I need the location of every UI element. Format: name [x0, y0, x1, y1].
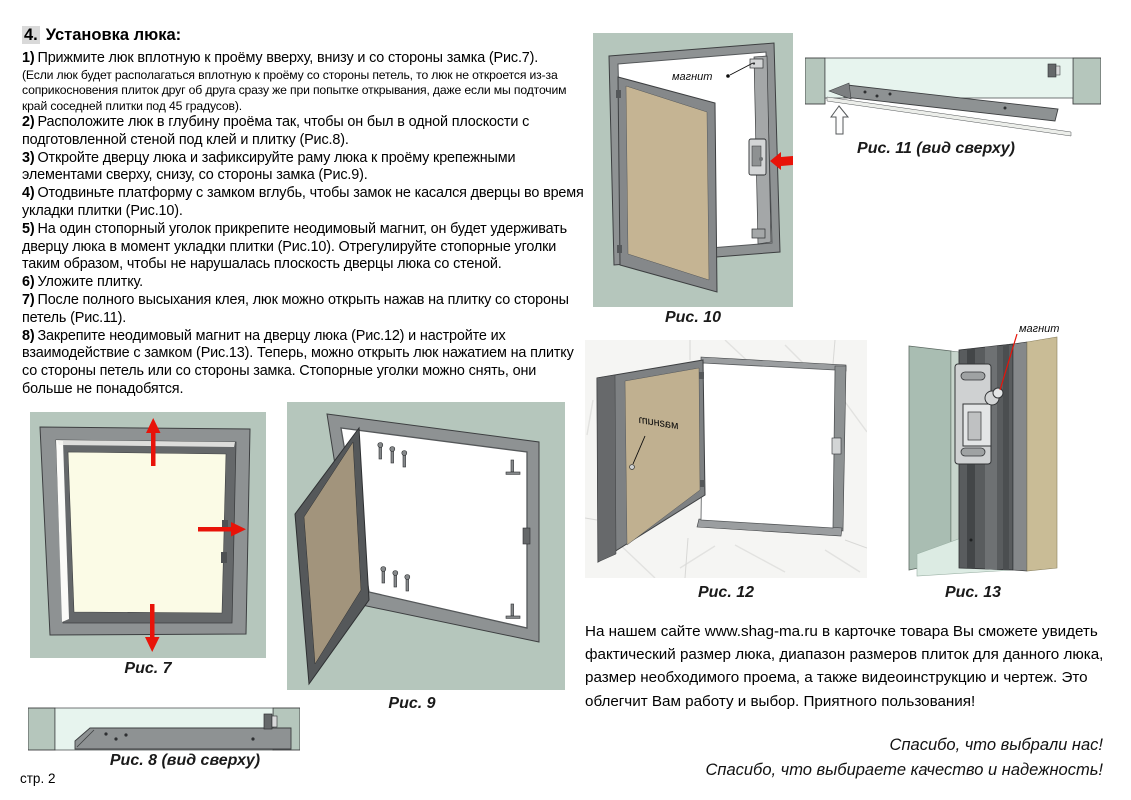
figure-7 [30, 412, 266, 658]
step-6-number: 6) [22, 274, 35, 291]
step-8 [22, 328, 585, 399]
fig8-door-section [75, 728, 291, 749]
fig12-magnet-label-mirrored: магнит [637, 413, 680, 433]
step-2-text: Расположите люк в глубину проёма так, чтобы он был в одной плоскости с подготовленной стеной под клей и плитку (Рис.8). [22, 114, 530, 148]
fig7-door-panel [68, 452, 226, 613]
step-2-number: 2) [22, 114, 35, 131]
step-8-text: Закрепите неодимовый магнит на дверцу люка (Рис.12) и настройте их взаимодействие с замком (Рис.13). Теперь, можно открыть люк нажатием на плитку со стороны петель или со стороны замка. Стопорные уголки можно снять, они больше не понадобятся. [22, 327, 574, 397]
figure-9 [287, 402, 565, 690]
fig12-caption: Рис. 12 [697, 584, 755, 601]
fig9-caption: Рис. 9 [388, 695, 436, 712]
step-8-number: 8) [22, 327, 35, 344]
fig10-caption: Рис. 10 [664, 309, 722, 326]
fig10-magnet-label: магнит [672, 71, 713, 83]
figure-13 [905, 318, 1131, 578]
step-3-text: Откройте дверцу люка и зафиксируйте раму люка к проёму крепежными элементами сверху, снизу, со стороны замка (Рис.9). [22, 149, 516, 184]
thanks-line-2: Спасибо, что выбираете качество и надежность! [705, 761, 1103, 779]
step-3 [22, 150, 585, 186]
section-number: 4. [24, 26, 38, 44]
fig13-wall-panel [1027, 337, 1057, 571]
figure-10 [593, 33, 793, 307]
fig12-magnet-dot [630, 465, 635, 470]
thanks-line-1: Спасибо, что выбрали нас! [889, 736, 1103, 754]
step-5-text: На один стопорный уголок прикрепите неодимовый магнит, он будет удерживать дверцу люка в момент укладки плитки (Рис.10). Отрегулируйте стопорные уголки таким образом, чтобы не нарушалась плоскость дверцы люка со стеной. [22, 220, 567, 273]
fig8-top-view-illustration [28, 703, 300, 755]
figure-8 [28, 703, 300, 755]
section-heading [22, 26, 181, 45]
website-paragraph: На нашем сайте www.shag-ma.ru в карточке товара Вы сможете увидеть фактический размер люка, диапазон размеров плиток для данного люка, размер необходимого проема, а также видеоинструкцию и чертеж. Это облегчит Вам работу и выбор. Приятного пользования! [585, 623, 1104, 710]
step-5 [22, 221, 585, 274]
instruction-steps [22, 50, 585, 399]
fig12-opening [701, 363, 835, 528]
fig7-hatch-front-illustration [30, 412, 266, 658]
step-5-number: 5) [22, 220, 35, 237]
step-1 [22, 50, 585, 114]
step-1-text: Прижмите люк вплотную к проёму вверху, внизу и со стороны замка (Рис.7). [37, 50, 539, 66]
step-7 [22, 292, 585, 328]
fig7-caption: Рис. 7 [124, 660, 172, 677]
step-7-number: 7) [22, 291, 35, 308]
fig8-caption: Рис. 8 (вид сверху) [109, 752, 261, 769]
step-1-number: 1) [22, 50, 35, 66]
step-4-text: Отодвиньте платформу с замком вглубь, чтобы замок не касался дверцы во время укладки плитки (Рис.10). [22, 185, 584, 219]
fig13-magnet-label: магнит [1019, 323, 1060, 335]
fig13-lock-closeup-illustration [905, 318, 1131, 578]
figure-11 [805, 52, 1101, 140]
fig12-door-magnet-illustration [585, 340, 867, 578]
fig12-latch [832, 438, 841, 454]
step-7-text: После полного высыхания клея, люк можно открыть нажав на плитку со стороны петель (Рис.11). [22, 291, 569, 326]
fig13-caption: Рис. 13 [944, 584, 1002, 601]
step-4 [22, 185, 585, 221]
fig8-latch [264, 714, 272, 729]
page-number: стр. 2 [20, 771, 56, 786]
step-6-text: Уложите плитку. [37, 274, 143, 291]
fig11-press-arrow-icon [831, 106, 848, 134]
step-3-number: 3) [22, 149, 35, 166]
fig11-top-view-open-illustration [805, 52, 1101, 140]
fig10-magnet-latch-illustration [593, 33, 793, 307]
step-1-note: (Если люк будет располагаться вплотную к проёму со стороны петель, то люк не откроется из-за соприкосновения плиток друг об друга сразу же при попытке открывания, даже если мы подточим край соседней плитки под 45 градусов). [22, 67, 567, 113]
step-2 [22, 114, 585, 150]
step-4-number: 4) [22, 185, 35, 202]
fig11-caption: Рис. 11 (вид сверху) [857, 140, 1015, 157]
figure-12 [585, 340, 867, 578]
section-title: Установка люка: [45, 26, 182, 44]
fig9-open-hatch-illustration [287, 402, 565, 690]
step-6 [22, 274, 585, 292]
